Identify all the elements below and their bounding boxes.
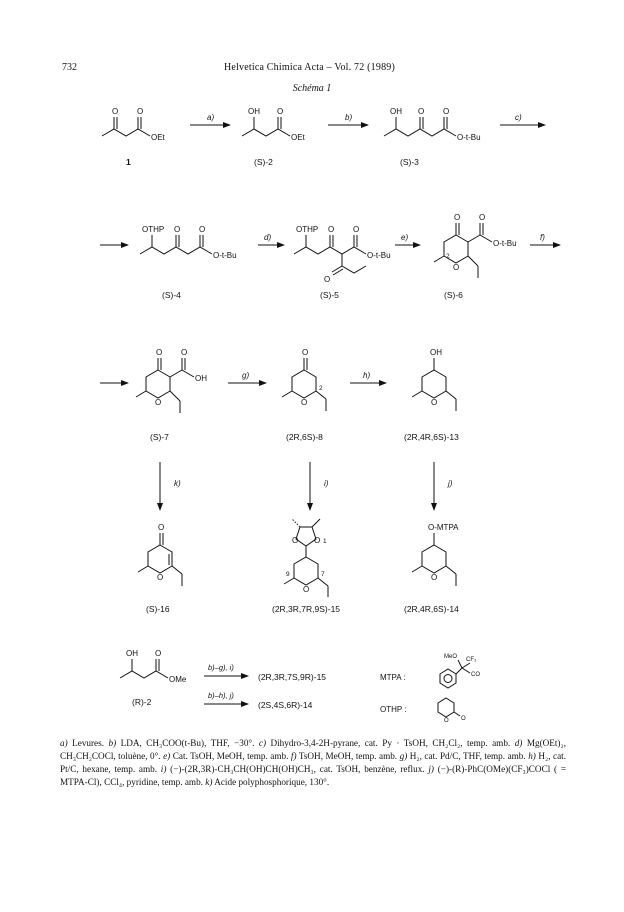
atom-o: O bbox=[292, 536, 299, 545]
step-label-f: f) bbox=[540, 233, 545, 242]
step-label-d: d) bbox=[264, 233, 272, 242]
footnote-text-a: Levures. bbox=[67, 738, 109, 748]
atom-othp: OTHP bbox=[296, 225, 319, 234]
step-label-g: g) bbox=[242, 371, 250, 380]
compound-label-s7: (S)-7 bbox=[150, 432, 169, 442]
atom-omtpa: O-MTPA bbox=[428, 523, 459, 532]
compound-label-r14: (2S,4S,6R)-14 bbox=[258, 700, 313, 710]
atom-o: O bbox=[199, 225, 206, 234]
atom-o: O bbox=[443, 107, 450, 116]
footnote-text-f: TsOH, MeOH, temp. amb. bbox=[296, 751, 400, 761]
step-label-i: i) bbox=[324, 479, 329, 488]
footnote-text-h: H₂, cat. Pt/C, hexane, temp. amb. bbox=[60, 751, 567, 774]
footnote-key-f: f) bbox=[290, 751, 297, 761]
locant-1: 1 bbox=[323, 538, 327, 545]
footnote-key-j: j) bbox=[428, 764, 434, 774]
atom-o: O bbox=[353, 225, 360, 234]
compound-label-s16: (S)-16 bbox=[146, 604, 170, 614]
footnote-key-d: d) bbox=[514, 738, 523, 748]
atom-o: O bbox=[301, 398, 308, 407]
compound-label-s2: (S)-2 bbox=[254, 157, 273, 167]
atom-o: O bbox=[324, 275, 331, 284]
atom-o: O bbox=[444, 718, 449, 724]
step-label-h: h) bbox=[363, 371, 371, 380]
footnote-text-i: (−)-(2R,3R)-CH₃CH(OH)CH(OH)CH₃, cat. TsOH, benzène, reflux. bbox=[166, 764, 429, 774]
step-label-b: b) bbox=[345, 113, 353, 122]
atom-o: O bbox=[155, 649, 162, 658]
mtpa-structure bbox=[440, 654, 480, 688]
atom-o: O bbox=[303, 585, 310, 594]
scheme-title: Schéma 1 bbox=[292, 83, 332, 94]
page-number: 732 bbox=[62, 62, 77, 73]
compound-label-s4: (S)-4 bbox=[162, 290, 181, 300]
atom-o: O bbox=[155, 398, 162, 407]
compound-label-8: (2R,6S)-8 bbox=[286, 432, 323, 442]
step-label-bg-i: b)–g), i) bbox=[208, 663, 234, 672]
step-label-a: a) bbox=[207, 113, 215, 122]
legend-mtpa: MTPA : bbox=[380, 673, 406, 682]
atom-co: CO bbox=[471, 672, 480, 678]
atom-otbu: O-t-Bu bbox=[457, 133, 481, 142]
structure-r2 bbox=[120, 649, 187, 684]
atom-o: O bbox=[314, 536, 321, 545]
atom-oh: OH bbox=[430, 348, 442, 357]
atom-o: O bbox=[454, 213, 461, 222]
footnote-text-b: LDA, CH₃COO(t-Bu), THF, −30°. bbox=[116, 738, 259, 748]
footnote-text-j: (−)-(R)-PhC(OMe)(CF₃)COCl ( = MTPA-Cl), CCl₄, pyridine, temp. amb. bbox=[60, 764, 567, 787]
structure-14 bbox=[412, 523, 459, 586]
locant-9: 9 bbox=[286, 571, 290, 578]
atom-o: O bbox=[453, 263, 460, 272]
footnote-key-a: a) bbox=[60, 738, 68, 748]
compound-label-13: (2R,4R,6S)-13 bbox=[404, 432, 459, 442]
footnote-text-e: Cat. TsOH, MeOH, temp. amb. bbox=[170, 751, 291, 761]
atom-o: O bbox=[158, 523, 165, 532]
locant-7: 7 bbox=[321, 571, 325, 578]
compound-label-s3: (S)-3 bbox=[400, 157, 419, 167]
atom-o: O bbox=[479, 213, 486, 222]
atom-otbu: O-t-Bu bbox=[213, 251, 237, 260]
atom-oh: OH bbox=[126, 649, 138, 658]
atom-o: O bbox=[157, 573, 164, 582]
atom-oet: OEt bbox=[291, 133, 305, 142]
atom-o: O bbox=[302, 348, 309, 357]
compound-label-s5: (S)-5 bbox=[320, 290, 339, 300]
legend-othp: OTHP : bbox=[380, 705, 407, 714]
scheme-footnote bbox=[60, 737, 566, 789]
compound-label-r15: (2R,3R,7S,9R)-15 bbox=[258, 672, 327, 682]
step-label-bh-j: b)–h), j) bbox=[208, 691, 234, 700]
atom-o: O bbox=[431, 398, 438, 407]
atom-o: O bbox=[112, 107, 119, 116]
step-label-c: c) bbox=[515, 113, 522, 122]
structure-s6 bbox=[434, 213, 517, 278]
atom-o: O bbox=[431, 573, 438, 582]
footnote-text-c: Dihydro-3,4-2H-pyrane, cat. Py · TsOH, CH₂Cl₂, temp. amb. bbox=[266, 738, 515, 748]
compound-label-14: (2R,4R,6S)-14 bbox=[404, 604, 459, 614]
atom-otbu: O-t-Bu bbox=[493, 239, 517, 248]
atom-oh: OH bbox=[248, 107, 260, 116]
footnote-text-k: Acide polyphosphorique, 130°. bbox=[212, 777, 330, 787]
atom-o: O bbox=[181, 348, 188, 357]
footnote-text-g: H₂, cat. Pd/C, THF, temp. amb. bbox=[407, 751, 529, 761]
structure-s7 bbox=[136, 348, 207, 413]
compound-label-r2: (R)-2 bbox=[132, 697, 152, 707]
footnote-key-b: b) bbox=[108, 738, 117, 748]
atom-o: O bbox=[461, 716, 466, 722]
atom-ome: OMe bbox=[169, 675, 187, 684]
atom-o: O bbox=[174, 225, 181, 234]
compound-label-15: (2R,3R,7R,9S)-15 bbox=[272, 604, 341, 614]
structure-s16 bbox=[138, 523, 182, 586]
structure-s4 bbox=[140, 225, 237, 260]
locant-2: 2 bbox=[319, 385, 323, 392]
structure-1 bbox=[102, 107, 166, 142]
step-label-j: j) bbox=[448, 479, 453, 488]
atom-cf3: CF₃ bbox=[466, 657, 477, 663]
structure-13 bbox=[412, 348, 456, 411]
running-head: Helvetica Chimica Acta – Vol. 72 (1989) bbox=[224, 62, 396, 73]
footnote-key-i: i) bbox=[160, 764, 167, 774]
atom-o: O bbox=[137, 107, 144, 116]
atom-oh: OH bbox=[390, 107, 402, 116]
locant-2: 2 bbox=[446, 253, 450, 260]
step-label-e: e) bbox=[401, 233, 409, 242]
atom-meo: MeO bbox=[444, 654, 458, 660]
footnote-text-d: Mg(OEt)₂, CH₃CH₂COCl, toluène, 0°. bbox=[60, 738, 566, 761]
thp-structure bbox=[438, 698, 466, 724]
step-label-k: k) bbox=[174, 479, 181, 488]
atom-otbu: O-t-Bu bbox=[367, 251, 391, 260]
compound-label-s6: (S)-6 bbox=[444, 290, 463, 300]
footnote-key-e: e) bbox=[163, 751, 171, 761]
atom-oet: OEt bbox=[151, 133, 165, 142]
structure-15 bbox=[284, 519, 328, 597]
compound-label-1: 1 bbox=[126, 157, 131, 167]
footnote-key-k: k) bbox=[205, 777, 213, 787]
footnote-key-c: c) bbox=[258, 738, 267, 748]
structure-s5 bbox=[294, 225, 391, 284]
footnote-key-h: h) bbox=[528, 751, 536, 761]
atom-o: O bbox=[277, 107, 284, 116]
atom-o: O bbox=[156, 348, 163, 357]
atom-othp: OTHP bbox=[142, 225, 165, 234]
structure-s2 bbox=[242, 107, 306, 142]
atom-oh: OH bbox=[195, 374, 207, 383]
atom-o: O bbox=[418, 107, 425, 116]
atom-o: O bbox=[328, 225, 335, 234]
structure-8 bbox=[282, 348, 326, 411]
footnote-key-g: g) bbox=[399, 751, 408, 761]
structure-s3 bbox=[384, 107, 481, 142]
